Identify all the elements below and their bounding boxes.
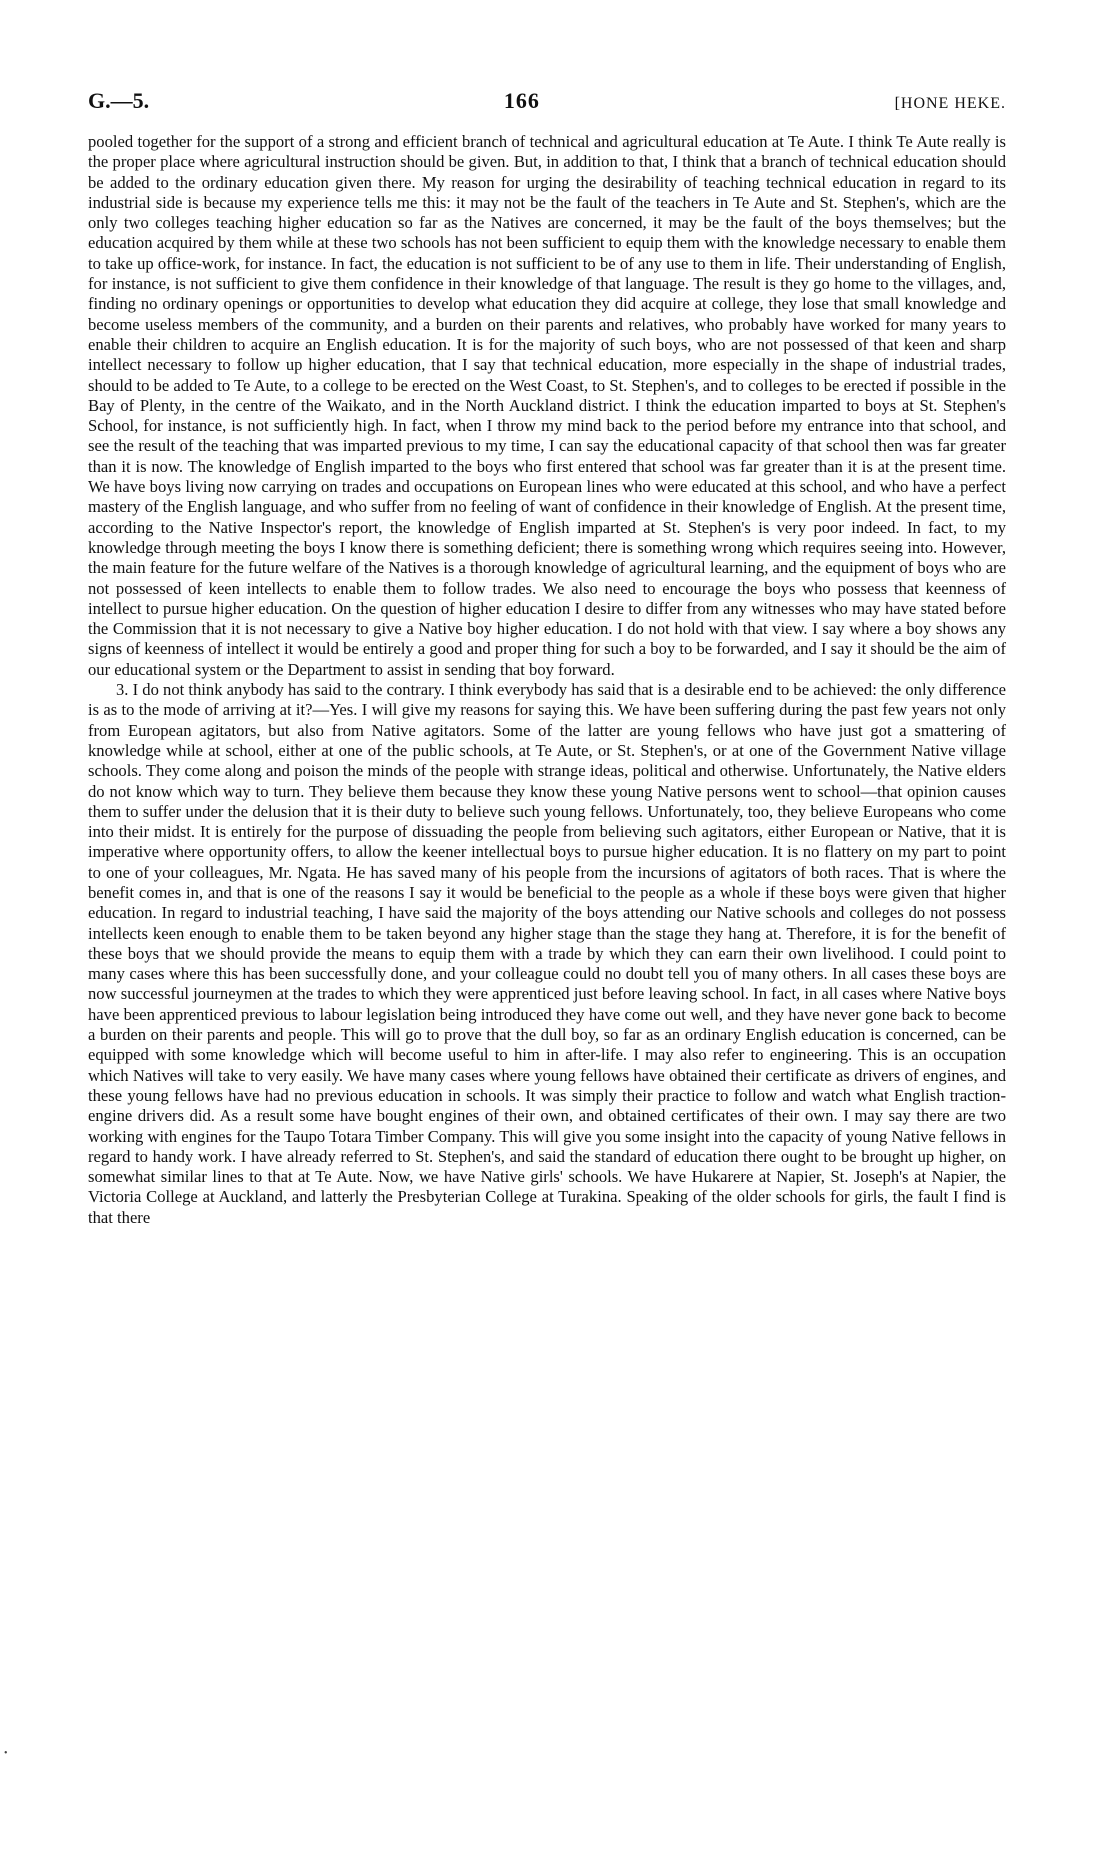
speaker-name: [HONE HEKE. bbox=[894, 95, 1006, 112]
document-page bbox=[88, 88, 1006, 1228]
margin-mark: • bbox=[4, 1748, 8, 1759]
paragraph-continuation: pooled together for the support of a strong and efficient branch of technical and agricultural education at Te Aute. I think Te Aute really is the proper place where agricultural instruction should be given. But, in addition to that, I think that a branch of technical education should be added to the ordinary education given there. My reason for urging the desirability of teaching technical education in regard to its industrial side is because my experience tells me this: it may not be the fault of the teachers in Te Aute and St. Stephen's, which are the only two colleges teaching higher education so far as the Natives are concerned, it may be the fault of the boys themselves; but the education acquired by them while at these two schools has not been sufficient to equip them with the knowledge necessary to enable them to take up office-work, for instance. In fact, the education is not sufficient to be of any use to them in life. Their understanding of English, for instance, is not sufficient to give them confidence in their knowledge of that language. The result is they go home to the villages, and, finding no ordinary openings or opportunities to develop what education they did acquire at college, they lose that small knowledge and become useless members of the community, and a burden on their parents and relatives, who probably have worked for many years to enable their children to acquire an English education. It is for the majority of such boys, who are not possessed of that keen and sharp intellect necessary to follow up higher education, that I say that technical education, more especially in the shape of industrial trades, should to be added to Te Aute, to a college to be erected on the West Coast, to St. Stephen's, and to colleges to be erected if possible in the Bay of Plenty, in the centre of the Waikato, and in the North Auckland district. I think the education imparted to boys at St. Stephen's School, for instance, is not sufficiently high. In fact, when I throw my mind back to the period before my entrance into that school, and see the result of the teaching that was imparted previous to my time, I can say the educational capacity of that school then was far greater than it is now. The knowledge of English imparted to the boys who first entered that school was far greater than it is at the present time. We have boys living now carrying on trades and occupations on European lines who were educated at this school, and who have a perfect mastery of the English language, and who suffer from no feeling of want of confidence in their knowledge of English. At the present time, according to the Native Inspector's report, the knowledge of English imparted at St. Stephen's is very poor indeed. In fact, to my knowledge through meeting the boys I know there is something deficient; there is something wrong which requires seeing into. However, the main feature for the future welfare of the Natives is a thorough knowledge of agricultural learning, and the equipment of boys who are not possessed of keen intellects to enable them to follow trades. We also need to encourage the boys who possess that keenness of intellect to pursue higher education. On the question of higher education I desire to differ from any witnesses who may have stated before the Commission that it is not necessary to give a Native boy higher education. I do not hold with that view. I say where a boy shows any signs of keenness of intellect it would be entirely a good and proper thing for such a boy to be forwarded, and I say it should be the aim of our educational system or the Department to assist in sending that boy forward. bbox=[88, 132, 1006, 679]
body-text bbox=[88, 132, 1006, 1228]
page-number: 166 bbox=[503, 88, 540, 113]
page-header bbox=[88, 88, 1006, 114]
document-reference: G.—5. bbox=[88, 88, 150, 113]
paragraph-answer-3: 3. I do not think anybody has said to the contrary. I think everybody has said that is a desirable end to be achieved: the only difference is as to the mode of arriving at it?—Yes. I will give my reasons for saying this. We have been suffering during the past few years not only from European agitators, but also from Native agitators. Some of the latter are young fellows who have just got a smattering of knowledge while at school, either at one of the public schools, at Te Aute, or St. Stephen's, or at one of the Government Native village schools. They come along and poison the minds of the people with strange ideas, political and otherwise. Unfortunately, the Native elders do not know which way to turn. They believe them because they know these young Native persons went to school—that opinion causes them to suffer under the delusion that it is their duty to believe such young fellows. Unfortunately, too, they believe Europeans who come into their midst. It is entirely for the purpose of dissuading the people from believing such agitators, either European or Native, that it is imperative where opportunity offers, to allow the keener intellectual boys to pursue higher education. It is no flattery on my part to point to one of your colleagues, Mr. Ngata. He has saved many of his people from the incursions of agitators of both races. That is where the benefit comes in, and that is one of the reasons I say it would be beneficial to the people as a whole if these boys were given that higher education. In regard to industrial teaching, I have said the majority of the boys attending our Native schools and colleges do not possess intellects keen enough to enable them to be taken beyond any higher stage than the stage they hang at. Therefore, it is for the benefit of these boys that we should provide the means to equip them with a trade by which they can earn their own livelihood. I could point to many cases where this has been successfully done, and your colleague could no doubt tell you of many others. In all cases these boys are now successful journeymen at the trades to which they were apprenticed just before leaving school. In fact, in all cases where Native boys have been apprenticed previous to labour legislation being introduced they have come out well, and they have never gone back to become a burden on their parents and people. This will go to prove that the dull boy, so far as an ordinary English education is concerned, can be equipped with some knowledge which will become useful to him in after-life. I may also refer to engineering. This is an occupation which Natives will take to very easily. We have many cases where young fellows have obtained their certificate as drivers of engines, and these young fellows have had no previous education in schools. It was simply their practice to follow and watch what English traction-engine drivers did. As a result some have bought engines of their own, and obtained certificates of their own. I may say there are two working with engines for the Taupo Totara Timber Company. This will give you some insight into the capacity of young Native fellows in regard to handy work. I have already referred to St. Stephen's, and said the standard of education there ought to be brought up higher, on somewhat similar lines to that at Te Aute. Now, we have Native girls' schools. We have Hukarere at Napier, St. Joseph's at Napier, the Victoria College at Auckland, and latterly the Presbyterian College at Turakina. Speaking of the older schools for girls, the fault I find is that there bbox=[88, 680, 1006, 1227]
